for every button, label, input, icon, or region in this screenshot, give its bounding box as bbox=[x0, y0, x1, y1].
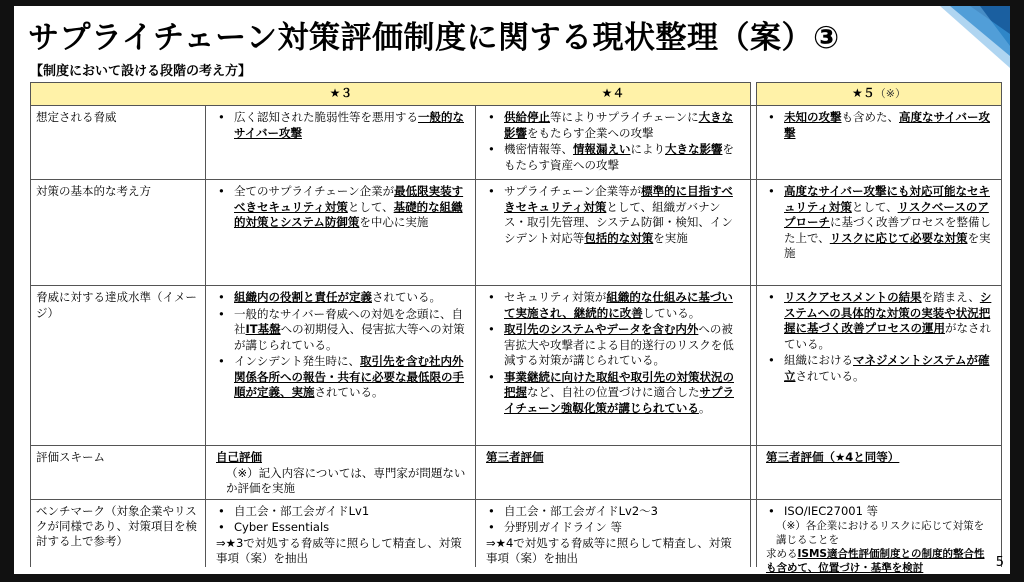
benchmark-star5-note-1: （※）各企業におけるリスクに応じて対策を講じることを bbox=[776, 520, 985, 546]
header-star3 bbox=[206, 82, 476, 105]
row-label-benchmark: ベンチマーク（対象企業やリスクが同様であり、対策項目を検討する上で参考） bbox=[30, 499, 206, 567]
table-border bbox=[750, 82, 751, 567]
list-item: • 自工会・部工会ガイドLv2～3 bbox=[486, 504, 742, 519]
table-border bbox=[30, 82, 750, 83]
list-item: • インシデント発生時に、取引先を含む社内外関係各所への報告・共有に必要な最低限の手順が定義、実施されている。 bbox=[216, 354, 467, 401]
header-star5 bbox=[756, 82, 1002, 105]
table-border bbox=[30, 179, 1002, 180]
section-subtitle: 【制度において設ける段階の考え方】 bbox=[30, 64, 252, 79]
header-star4 bbox=[476, 82, 750, 105]
header-star5-text: ★５ bbox=[852, 86, 875, 100]
table-border bbox=[756, 82, 757, 567]
page-number: 5 bbox=[995, 555, 1004, 570]
header-label-cell bbox=[30, 82, 206, 105]
table-border bbox=[1001, 82, 1002, 567]
header-star5-note: （※） bbox=[874, 87, 906, 100]
cell-approach-star3 bbox=[206, 179, 476, 285]
table-border bbox=[30, 499, 1002, 500]
cell-approach-star4 bbox=[476, 179, 750, 285]
cell-achievement-star5 bbox=[756, 285, 1002, 445]
list-item: • 全てのサプライチェーン企業が最低限実装すべきセキュリティ対策として、基礎的な組織的対策とシステム防御策を中心に実施 bbox=[216, 184, 467, 231]
list-item: • 取引先のシステムやデータを含む内外への被害拡大や攻撃者による目的遂行のリスクを低減する対策が講じられている。 bbox=[486, 322, 742, 369]
cell-approach-star5 bbox=[756, 179, 1002, 285]
table-border bbox=[30, 82, 31, 567]
cell-scheme-star4 bbox=[476, 445, 750, 499]
list-item: • ISO/IEC27001 等 bbox=[766, 504, 994, 518]
list-item: • Cyber Essentials bbox=[216, 520, 467, 535]
list-item: • 事業継続に向けた取組や取引先の対策状況の把握など、自社の位置づけに適合したサプライチェーン強靱化策が講じられている。 bbox=[486, 370, 742, 417]
scheme-third-party: 第三者評価 bbox=[486, 450, 544, 464]
row-label-scheme: 評価スキーム bbox=[30, 445, 206, 499]
header-star4-text: ★４ bbox=[601, 86, 625, 100]
table-border bbox=[30, 105, 1002, 106]
list-item: • 機密情報等、情報漏えいにより大きな影響をもたらす資産への攻撃 bbox=[486, 142, 742, 173]
header-star3-text: ★３ bbox=[329, 86, 353, 100]
list-item: • リスクアセスメントの結果を踏まえ、システムへの具体的な対策の実装や状況把握に基づく改善プロセスの運用がなされている。 bbox=[766, 290, 994, 352]
list-item: • 高度なサイバー攻撃にも対応可能なセキュリティ対策として、リスクベースのアプローチに基づく改善プロセスを整備した上で、リスクに応じて必要な対策を実施 bbox=[766, 184, 994, 262]
cell-threats-star5 bbox=[756, 105, 1002, 179]
benchmark-star4-note: ⇒★4で対処する脅威等に照らして精査し、対策事項（案）を抽出 bbox=[486, 536, 732, 565]
list-item: • セキュリティ対策が組織的な仕組みに基づいて実施され、継続的に改善している。 bbox=[486, 290, 742, 321]
cell-threats-star3 bbox=[206, 105, 476, 179]
list-item: • 分野別ガイドライン 等 bbox=[486, 520, 742, 535]
cell-threats-star4 bbox=[476, 105, 750, 179]
table-border bbox=[30, 445, 1002, 446]
slide bbox=[14, 6, 1010, 574]
benchmark-star3-note: ⇒★3で対処する脅威等に照らして精査し、対策事項（案）を抽出 bbox=[216, 536, 462, 565]
list-item: • 組織におけるマネジメントシステムが確立されている。 bbox=[766, 353, 994, 384]
list-item: • 未知の攻撃も含めた、高度なサイバー攻撃 bbox=[766, 110, 994, 141]
list-item: • 自工会・部工会ガイドLv1 bbox=[216, 504, 467, 519]
list-item: • 広く認知された脆弱性等を悪用する一般的なサイバー攻撃 bbox=[216, 110, 467, 141]
cell-benchmark-star3 bbox=[206, 499, 476, 567]
benchmark-star5-note-2: 求めるISMS適合性評価制度との制度的整合性も含めて、位置づけ・基準を検討 bbox=[766, 548, 985, 574]
list-item: • 供給停止等によりサプライチェーンに大きな影響をもたらす企業への攻撃 bbox=[486, 110, 742, 141]
row-label-threats: 想定される脅威 bbox=[30, 105, 206, 179]
page-title: サプライチェーン対策評価制度に関する現状整理（案）③ bbox=[28, 20, 840, 56]
cell-achievement-star4 bbox=[476, 285, 750, 445]
cell-scheme-star3 bbox=[206, 445, 476, 499]
scheme-self-evaluation-note: （※）記入内容については、専門家が問題ないか評価を実施 bbox=[226, 465, 466, 495]
table-border bbox=[756, 82, 1002, 83]
cell-benchmark-star4 bbox=[476, 499, 750, 567]
levels-table bbox=[30, 82, 1002, 574]
scheme-self-evaluation: 自己評価 bbox=[216, 450, 262, 464]
corner-decoration-icon bbox=[940, 6, 1010, 68]
scheme-third-party-star5: 第三者評価（★4と同等） bbox=[766, 450, 900, 464]
list-item: • 一般的なサイバー脅威への対処を念頭に、自社IT基盤への初期侵入、侵害拡大等への対策が講じられている。 bbox=[216, 307, 467, 354]
row-label-approach: 対策の基本的な考え方 bbox=[30, 179, 206, 285]
row-label-achievement: 脅威に対する達成水準（イメージ） bbox=[30, 285, 206, 445]
cell-scheme-star5 bbox=[756, 445, 1002, 499]
cell-achievement-star3 bbox=[206, 285, 476, 445]
table-border bbox=[30, 285, 1002, 286]
list-item: • サプライチェーン企業等が標準的に目指すべきセキュリティ対策として、組織ガバナンス・取引先管理、システム防御・検知、インシデント対応等包括的な対策を実施 bbox=[486, 184, 742, 246]
cell-benchmark-star5 bbox=[756, 499, 1002, 574]
list-item: • 組織内の役割と責任が定義されている。 bbox=[216, 290, 467, 306]
